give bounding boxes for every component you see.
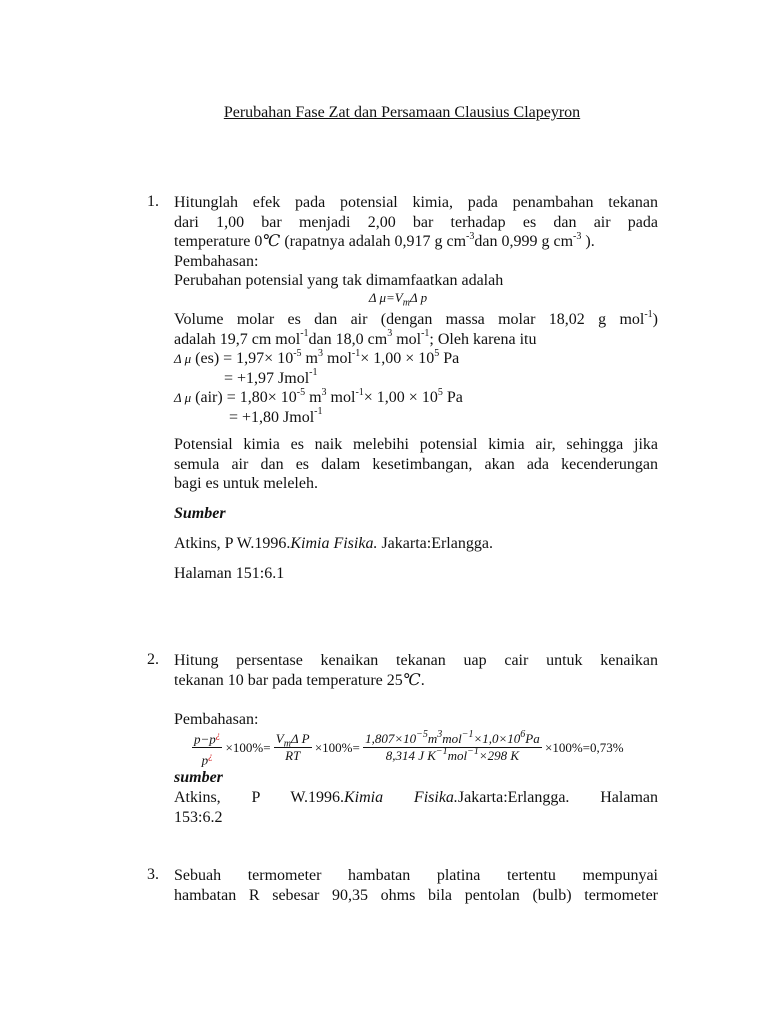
q2-line-1: Hitung persentase kenaikan tekanan uap cair untuk kenaikan	[174, 652, 658, 669]
q1-conclusion	[174, 435, 658, 494]
q2-question	[174, 651, 658, 690]
q1-air-result: = +1,80 Jmol$^{-1}$	[229, 406, 323, 426]
q2-reference	[174, 788, 658, 827]
q2-fraction-1: $\frac{p-p^¿}{p^¿}$	[192, 727, 222, 769]
q1-number: 1.	[147, 193, 159, 210]
q1-line-1: Hitunglah efek pada potensial kimia, pada penambahan tekanan	[174, 194, 658, 211]
q2-equation: $\frac{p-p^¿}{p^¿}$ ×100%= $\frac{V_m\Delta P}{RT}$ ×100%= $\frac{1,807\times 10^{-5}m^3mol^{-1}\times 1,0\times 10^6Pa}{8,314 J K^{-1}mol^{-1}\times 298 K}$ ×100%=0,73%	[194, 729, 624, 768]
q1-pembahasan-label: Pembahasan:	[174, 252, 259, 270]
q2-pembahasan-label: Pembahasan:	[174, 711, 259, 728]
q1-es-result: = +1,97 Jmol$^{-1}$	[224, 367, 318, 387]
q2-fraction-2: $\frac{V_m\Delta P}{RT}$	[275, 731, 310, 764]
q1-line-3: temperature 0℃ (rapatnya adalah 0,917 g $cm^{-3}dan$ 0,999 g $cm^{-3}$ ).	[174, 230, 595, 250]
q3-line-2: hambatan R sebesar 90,35 ohms bila pentolan (bulb) termometer	[174, 886, 658, 904]
q1-es-calc: Δ μ $(es) = 1,97\times 10^{-5}$ $m^3$ $mol^{-1}\times 1,00 \times 10^5$ Pa	[174, 347, 460, 367]
q1-sumber-heading: Sumber	[174, 505, 226, 522]
q3-line-1: Sebuah termometer hambatan platina tertentu mempunyai	[174, 867, 658, 884]
q1-line-2: dari 1,00 bar menjadi 2,00 bar terhadap es dan air pada	[174, 213, 658, 231]
q1-reference: Atkins, P W.1996.Kimia Fisika. Jakarta:Erlangga.	[174, 535, 493, 552]
q1-question	[174, 193, 658, 291]
q1-halaman: Halaman 151:6.1	[174, 565, 285, 582]
q2-line-2: tekanan 10 bar pada temperature 25℃.	[174, 671, 425, 689]
q1-volume-line-2: adalah 19,7 cm mol$^{-1}$dan 18,0 $cm^3$ mol$^{-1}$; Oleh karena itu	[174, 328, 537, 348]
q1-conclusion-line-1: Potensial kimia es naik melebihi potensial kimia air, sehingga jika	[174, 436, 658, 453]
q2-fraction-3: $\frac{1,807\times 10^{-5}m^3mol^{-1}\times 1,0\times 10^6Pa}{8,314 J K^{-1}mol^{-1}\times 298 K}$	[365, 729, 540, 764]
q1-volume-line-1: Volume molar es dan air (dengan massa molar 18,02 g mol$^{-1}$)	[174, 308, 658, 328]
q2-sumber-heading: sumber	[174, 769, 223, 786]
page-title: Perubahan Fase Zat dan Persamaan Clausius Clapeyron	[223, 104, 581, 121]
q1-volume-text	[174, 310, 658, 427]
q2-reference-line-1: Atkins, P W.1996.Kimia Fisika.Jakarta:Erlangga. Halaman	[174, 789, 658, 806]
q1-equation: Δ $\mu=V_m\Delta$ p	[368, 290, 428, 309]
q3-number: 3.	[147, 866, 159, 883]
q2-number: 2.	[147, 651, 159, 668]
q1-conclusion-line-2: semula air dan es dalam kesetimbangan, akan ada kecenderungan	[174, 455, 658, 473]
q2-reference-line-2: 153:6.2	[174, 808, 223, 826]
q1-intro: Perubahan potensial yang tak dimamfaatkan adalah	[174, 272, 504, 289]
q3-question	[174, 866, 658, 905]
q1-conclusion-line-3: bagi es untuk meleleh.	[174, 475, 318, 492]
q1-air-calc: Δ μ $(air) = 1,80\times 10^{-5}$ $m^3$ $mol^{-1}\times 1,00 \times 10^5$ Pa	[174, 386, 463, 406]
